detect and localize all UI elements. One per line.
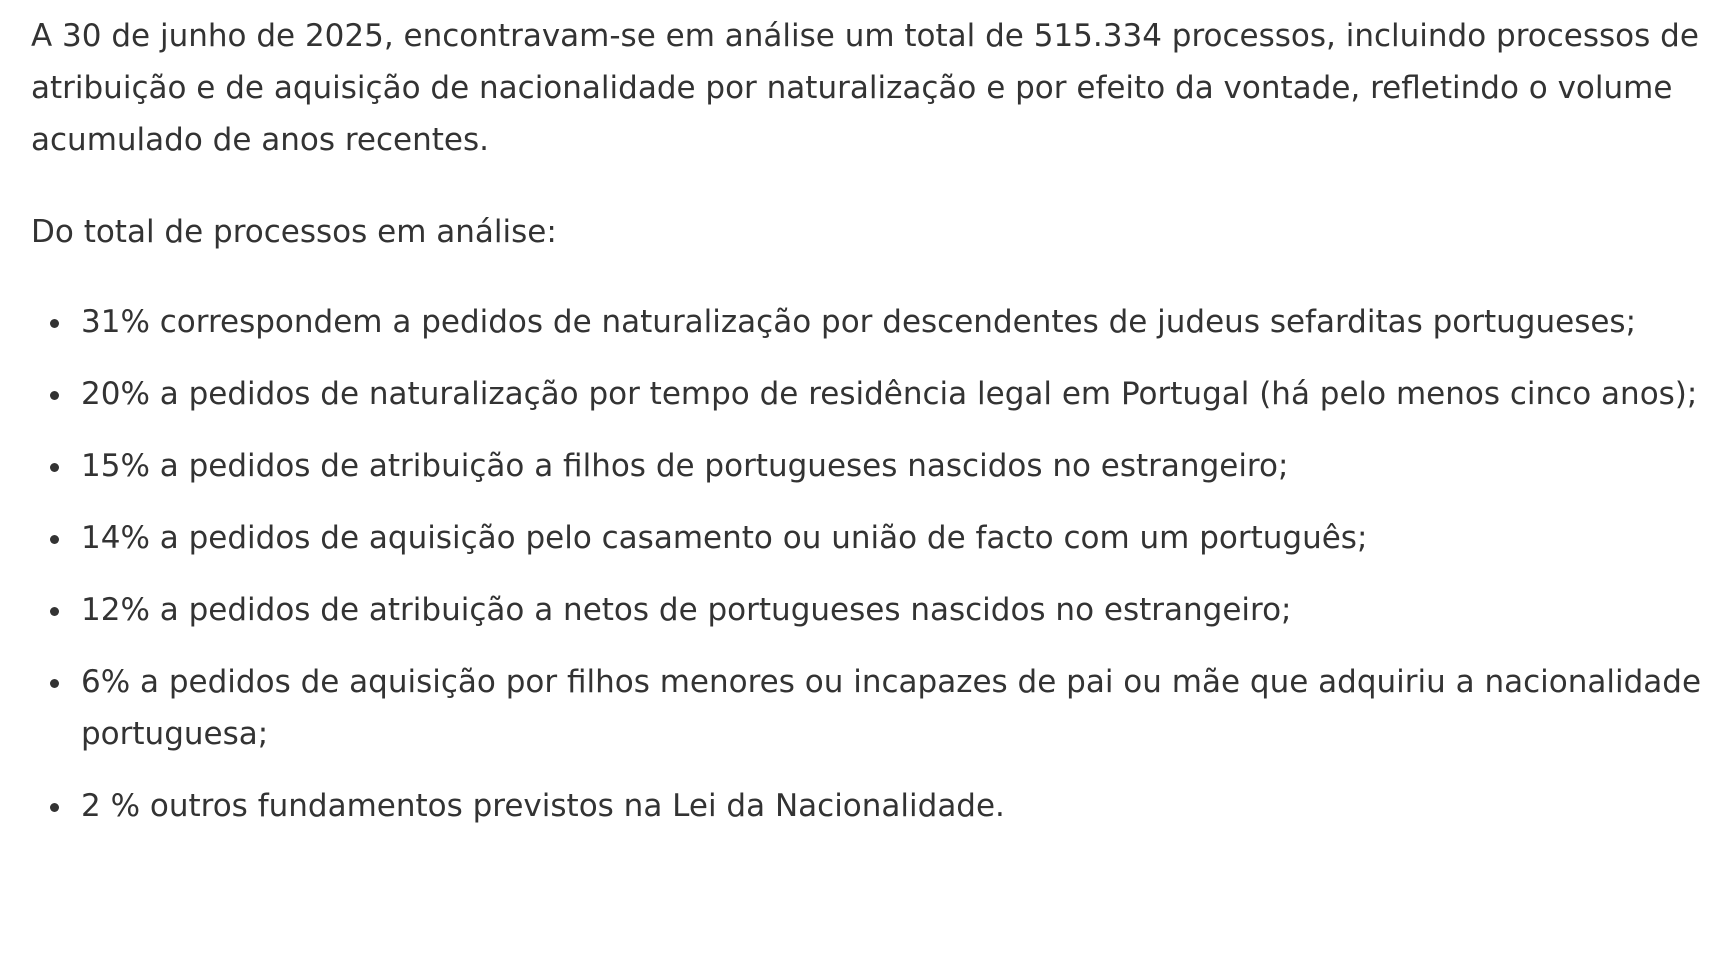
list-item-text: 31% correspondem a pedidos de naturalização por descendentes de judeus sefarditas portugueses; [81,304,1637,340]
list-item [81,296,1714,348]
lead-paragraph: Do total de processos em análise: [31,214,557,250]
statistics-list [31,296,1714,832]
bullet-icon [50,679,59,688]
list-item [81,780,1714,832]
list-item [81,512,1714,564]
list-item [81,440,1714,492]
list-item-text: 6% a pedidos de aquisição por filhos menores ou incapazes de pai ou mãe que adquiriu a nacionalidade portuguesa; [81,664,1702,752]
list-item-text: 2 % outros fundamentos previstos na Lei da Nacionalidade. [81,788,1005,824]
list-item [81,368,1714,420]
intro-paragraph: A 30 de junho de 2025, encontravam-se em análise um total de 515.334 processos, incluindo processos de atribuição e de aquisição de nacionalidade por naturalização e por efeito da vontade, refletindo o volume acumulado de anos recentes. [31,18,1699,158]
list-item-text: 20% a pedidos de naturalização por tempo de residência legal em Portugal (há pelo menos cinco anos); [81,376,1698,412]
bullet-icon [50,391,59,400]
list-item [81,584,1714,636]
list-item-text: 12% a pedidos de atribuição a netos de portugueses nascidos no estrangeiro; [81,592,1292,628]
bullet-icon [50,535,59,544]
bullet-icon [50,607,59,616]
bullet-icon [50,463,59,472]
bullet-icon [50,803,59,812]
list-item-text: 14% a pedidos de aquisição pelo casamento ou união de facto com um português; [81,520,1368,556]
list-item-text: 15% a pedidos de atribuição a filhos de portugueses nascidos no estrangeiro; [81,448,1289,484]
list-item [81,656,1714,760]
bullet-icon [50,319,59,328]
article-body [31,10,1714,832]
